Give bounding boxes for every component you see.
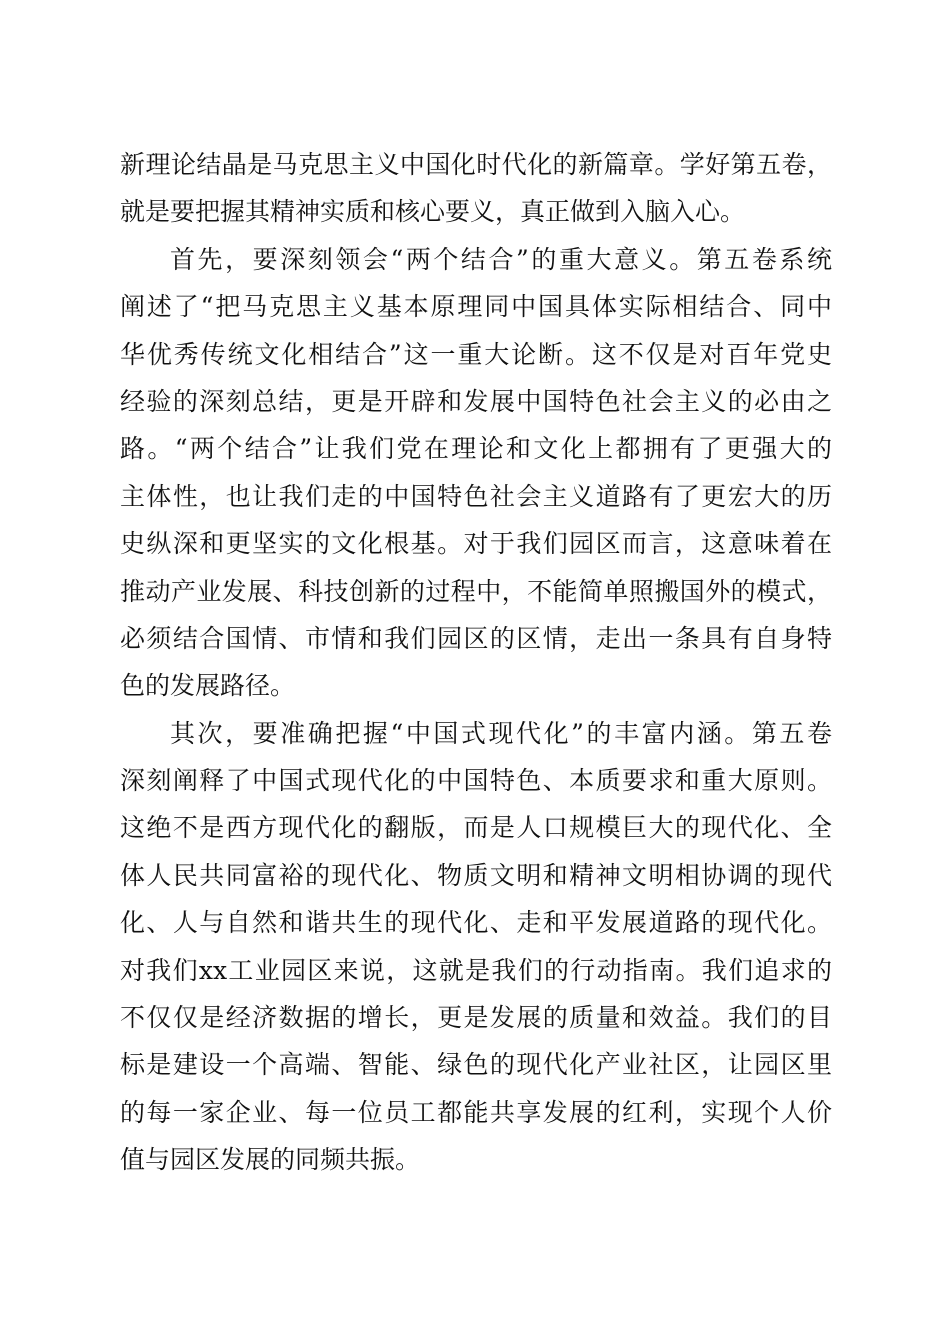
text-line: 这绝不是西方现代化的翻版，而是人口规模巨大的现代化、全	[120, 813, 832, 843]
text-line: 首先，要深刻领会“两个结合”的重大意义。第五卷系统	[170, 244, 832, 274]
text-line: 不仅仅是经济数据的增长，更是发展的质量和效益。我们的目	[120, 1003, 832, 1033]
text-line: 经验的深刻总结，更是开辟和发展中国特色社会主义的必由之	[120, 386, 832, 416]
text-line: 就是要把握其精神实质和核心要义，真正做到入脑入心。	[120, 197, 746, 227]
text-line: 推动产业发展、科技创新的过程中，不能简单照搬国外的模式，	[120, 576, 832, 606]
text-line: 对我们xx工业园区来说，这就是我们的行动指南。我们追求的	[120, 955, 832, 985]
paragraph-3	[120, 710, 832, 1184]
text-line: 新理论结晶是马克思主义中国化时代化的新篇章。学好第五卷，	[120, 150, 832, 179]
text-line: 其次，要准确把握“中国式现代化”的丰富内涵。第五卷	[170, 718, 832, 748]
text-line: 必须结合国情、市情和我们园区的区情，走出一条具有自身特	[120, 623, 832, 653]
text-line: 色的发展路径。	[120, 671, 296, 701]
text-line: 体人民共同富裕的现代化、物质文明和精神文明相协调的现代	[120, 860, 832, 890]
text-line: 华优秀传统文化相结合”这一重大论断。这不仅是对百年党史	[120, 339, 832, 369]
text-line: 值与园区发展的同频共振。	[120, 1145, 421, 1175]
text-line: 化、人与自然和谐共生的现代化、走和平发展道路的现代化。	[120, 908, 832, 938]
text-line: 的每一家企业、每一位员工都能共享发展的红利，实现个人价	[120, 1097, 832, 1127]
text-line: 主体性，也让我们走的中国特色社会主义道路有了更宏大的历	[120, 481, 832, 511]
text-line: 史纵深和更坚实的文化根基。对于我们园区而言，这意味着在	[120, 529, 832, 559]
document-body	[120, 141, 832, 1184]
text-line: 阐述了“把马克思主义基本原理同中国具体实际相结合、同中	[120, 292, 832, 322]
paragraph-2	[120, 236, 832, 710]
paragraph-1	[120, 141, 832, 236]
text-line: 路。“两个结合”让我们党在理论和文化上都拥有了更强大的	[120, 434, 832, 464]
text-line: 深刻阐释了中国式现代化的中国特色、本质要求和重大原则。	[120, 766, 832, 796]
text-line: 标是建设一个高端、智能、绿色的现代化产业社区，让园区里	[120, 1050, 832, 1080]
